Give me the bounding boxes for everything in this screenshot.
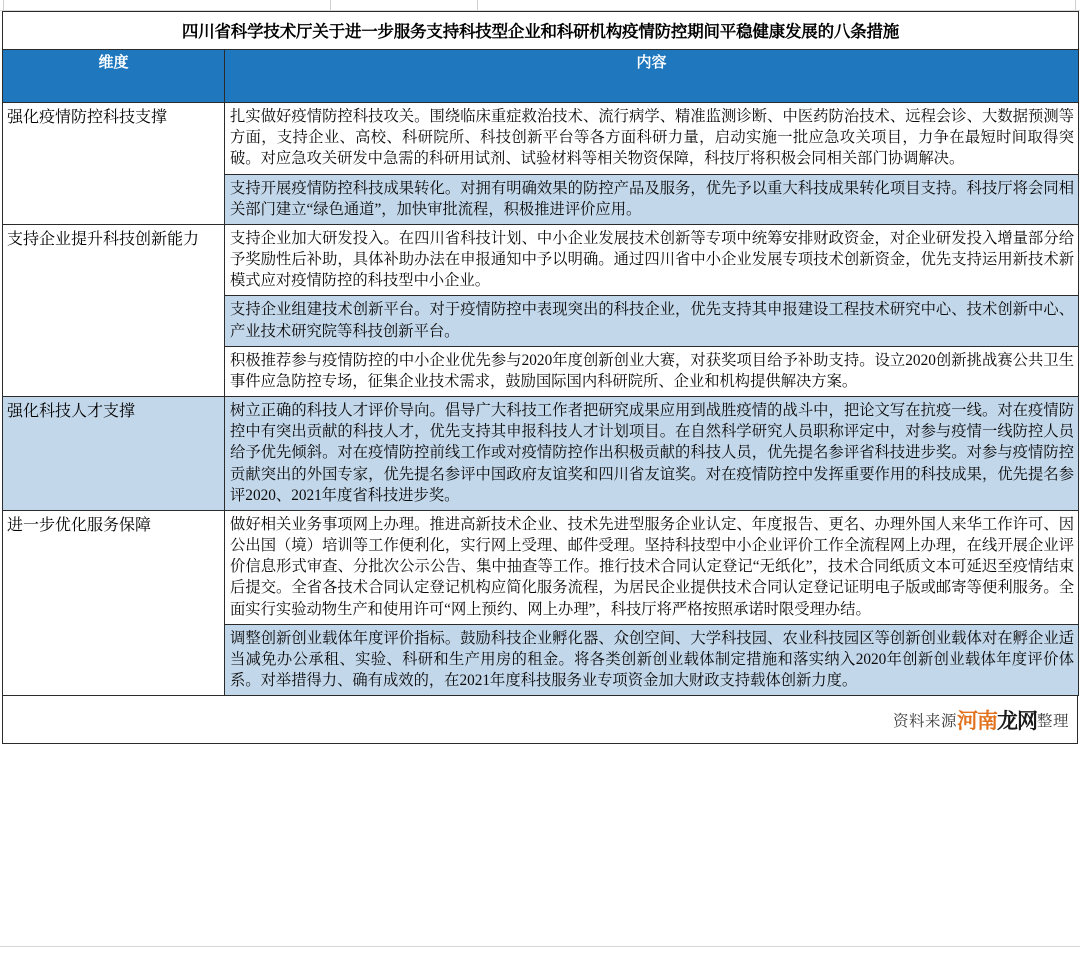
table-row	[3, 103, 1079, 175]
title-row	[3, 12, 1079, 50]
watermark-text-orange: 河南	[956, 710, 997, 734]
table-row	[3, 397, 1079, 511]
source-footer	[2, 696, 1078, 744]
dimension-cell: 强化科技人才支撑	[3, 397, 225, 511]
column-separator	[1075, 0, 1076, 10]
page-title: 四川省科学技术厅关于进一步服务支持科技型企业和科研机构疫情防控期间平稳健康发展的八条措施	[3, 12, 1079, 50]
source-prefix-label: 资料来源	[892, 713, 957, 731]
spreadsheet-top-gutter	[0, 0, 1080, 11]
source-attribution	[893, 705, 1069, 735]
measures-table	[2, 11, 1079, 696]
column-separator	[3, 0, 4, 10]
spreadsheet-sheet	[0, 11, 1080, 744]
content-cell: 树立正确的科技人才评价导向。倡导广大科技工作者把研究成果应用到战胜疫情的战斗中，把论文写在抗疫一线。对在疫情防控中有突出贡献的科技人才，优先支持其申报科技人才计划项目。在自然科学研究人员职称评定中，对参与疫情一线防控人员给予优先倾斜。对在疫情防控前线工作或对疫情防控作出积极贡献的科技人员，优先提名参评省科技进步奖。对参与疫情防控贡献突出的外国专家，优先提名参评中国政府友谊奖和四川省友谊奖。对在疫情防控中发挥重要作用的科技成果，优先提名参评2020、2021年度省科技进步奖。	[225, 397, 1079, 511]
column-separator	[477, 0, 478, 10]
content-cell: 扎实做好疫情防控科技攻关。围绕临床重症救治技术、流行病学、精准监测诊断、中医药防治技术、远程会诊、大数据预测等方面，支持企业、高校、科研院所、科技创新平台等各方面科研力量，启动实施一批应急攻关项目，力争在最短时间取得突破。对应急攻关研发中急需的科研用试剂、试验材料等相关物资保障，科技厅将积极会同相关部门协调解决。	[225, 103, 1079, 175]
watermark-text-dark: 龙网	[996, 710, 1037, 734]
column-separator	[330, 0, 331, 10]
table-row	[3, 510, 1079, 624]
dimension-cell: 支持企业提升科技创新能力	[3, 224, 225, 396]
source-suffix-label: 整理	[1036, 713, 1069, 731]
column-header-content: 内容	[225, 50, 1079, 103]
content-cell: 调整创新创业载体年度评价指标。鼓励科技企业孵化器、众创空间、大学科技园、农业科技园区等创新创业载体对在孵企业适当减免办公承租、实验、科研和生产用房的租金。将各类创新创业载体制定措施和落实纳入2020年创新创业载体年度评价体系。对举措得力、确有成效的，在2021年度科技服务业专项资金加大财政支持载体创新力度。	[225, 624, 1079, 696]
table-row	[3, 224, 1079, 296]
dimension-cell: 强化疫情防控科技支撑	[3, 103, 225, 225]
dimension-cell: 进一步优化服务保障	[3, 510, 225, 695]
content-cell: 做好相关业务事项网上办理。推进高新技术企业、技术先进型服务企业认定、年度报告、更名、办理外国人来华工作许可、因公出国（境）培训等工作便利化，实行网上受理、邮件受理。坚持科技型中小企业评价工作全流程网上办理，在线开展企业评价信息形式审查、分批次公示公告、集中抽查等工作。推行技术合同认定登记“无纸化”，技术合同纸质文本可延迟至疫情结束后提交。全省各技术合同认定登记机构应简化服务流程，为居民企业提供技术合同认定登记证明电子版或邮寄等便利服务。全面实行实验动物生产和使用许可“网上预约、网上办理”，科技厅将严格按照承诺时限受理办结。	[225, 510, 1079, 624]
spreadsheet-bottom-gutter	[0, 946, 1080, 955]
measures-table-body	[3, 12, 1079, 696]
header-row	[3, 50, 1079, 103]
content-cell: 支持企业组建技术创新平台。对于疫情防控中表现突出的科技企业，优先支持其申报建设工程技术研究中心、技术创新中心、产业技术研究院等科技创新平台。	[225, 296, 1079, 346]
content-cell: 积极推荐参与疫情防控的中小企业优先参与2020年度创新创业大赛，对获奖项目给予补助支持。设立2020创新挑战赛公共卫生事件应急防控专场，征集企业技术需求，鼓励国际国内科研院所、企业和机构提供解决方案。	[225, 346, 1079, 396]
content-cell: 支持企业加大研发投入。在四川省科技计划、中小企业发展技术创新等专项中统筹安排财政资金，对企业研发投入增量部分给予奖励性后补助，具体补助办法在申报通知中予以明确。通过四川省中小企业发展专项技术创新资金，优先支持运用新技术新模式应对疫情防控的科技型中小企业。	[225, 224, 1079, 296]
column-header-dimension: 维度	[3, 50, 225, 103]
content-cell: 支持开展疫情防控科技成果转化。对拥有明确效果的防控产品及服务，优先予以重大科技成果转化项目支持。科技厅将会同相关部门建立“绿色通道”，加快审批流程，积极推进评价应用。	[225, 174, 1079, 224]
